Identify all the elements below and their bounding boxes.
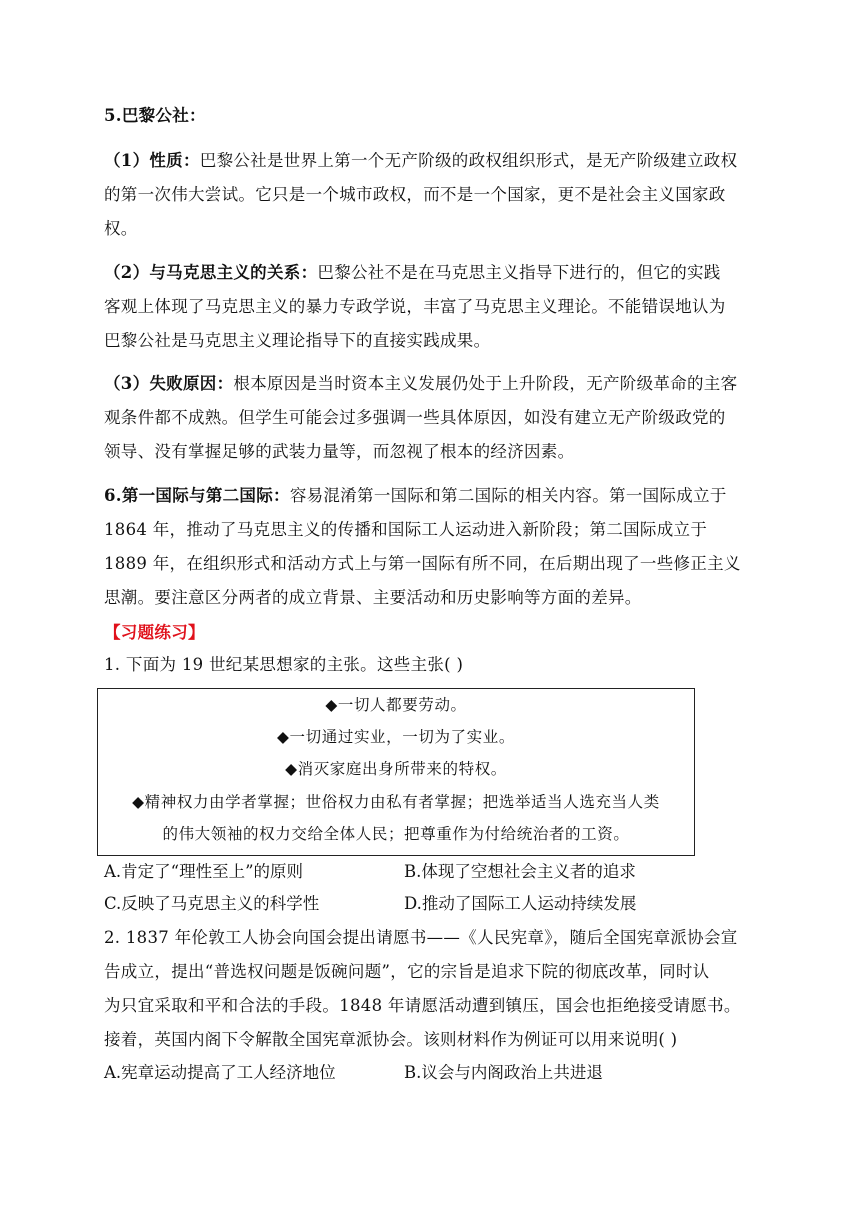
q2-line4: 接着，英国内阁下令解散全国宪章派协会。该则材料作为例证可以用来说明( ) (104, 1030, 678, 1049)
item2-label: （2）与马克思主义的关系： (104, 263, 318, 282)
section6-line3: 1889 年，在组织形式和活动方式上与第一国际有所不同，在后期出现了一些修正主义 (104, 554, 741, 573)
section5-heading: 5.巴黎公社： (104, 106, 206, 125)
item3-label: （3）失败原因： (104, 374, 234, 393)
quote-line-5: 的伟大领袖的权力交给全体人民；把尊重作为付给统治者的工资。 (162, 825, 630, 843)
item2-line1: 巴黎公社不是在马克思主义指导下进行的，但它的实践 (317, 263, 721, 282)
section6-line1: 容易混淆第一国际和第二国际的相关内容。第一国际成立于 (289, 486, 727, 505)
quote-line-3: ◆消灭家庭出身所带来的特权。 (285, 760, 507, 778)
section6-line2: 1864 年，推动了马克思主义的传播和国际工人运动进入新阶段；第二国际成立于 (104, 520, 708, 539)
item3-line1: 根本原因是当时资本主义发展仍处于上升阶段，无产阶级革命的主客 (233, 374, 738, 393)
q1-option-d: D.推动了国际工人运动持续发展 (404, 894, 637, 913)
quote-line-2: ◆一切通过实业，一切为了实业。 (277, 728, 515, 746)
q1-stem: 1. 下面为 19 世纪某思想家的主张。这些主张( ) (104, 655, 464, 674)
q2-line2: 告成立，提出“普选权问题是饭碗问题”，它的宗旨是追求下院的彻底改革，同时认 (104, 962, 710, 981)
quote-line-1: ◆一切人都要劳动。 (325, 696, 467, 714)
q2-line3: 为只宜采取和平和合法的手段。1848 年请愿活动遭到镇压，国会也拒绝接受请愿书。 (104, 996, 741, 1015)
quote-line-4: ◆精神权力由学者掌握；世俗权力由私有者掌握；把选举适当人选充当人类 (132, 793, 660, 811)
item1-label: （1）性质： (104, 151, 200, 170)
q2-option-b: B.议会与内阁政治上共进退 (404, 1063, 603, 1082)
q1-option-b: B.体现了空想社会主义者的追求 (404, 862, 636, 881)
item1-line2: 的第一次伟大尝试。它只是一个城市政权，而不是一个国家，更不是社会主义国家政 (104, 185, 726, 204)
item1-line1: 巴黎公社是世界上第一个无产阶级的政权组织形式，是无产阶级建立政权 (199, 151, 738, 170)
item2-line2: 客观上体现了马克思主义的暴力专政学说，丰富了马克思主义理论。不能错误地认为 (104, 297, 726, 316)
q1-option-c: C.反映了马克思主义的科学性 (104, 894, 320, 913)
section5-item1 (104, 144, 754, 246)
item3-line3: 领导、没有掌握足够的武装力量等，而忽视了根本的经济因素。 (104, 442, 575, 461)
exercise-heading: 【习题练习】 (104, 623, 205, 642)
item1-line3: 权。 (104, 219, 138, 238)
item3-line2: 观条件都不成熟。但学生可能会过多强调一些具体原因，如没有建立无产阶级政党的 (104, 408, 726, 427)
item2-line3: 巴黎公社是马克思主义理论指导下的直接实践成果。 (104, 331, 491, 350)
q2-stem (104, 921, 754, 1057)
section6-label: 6.第一国际与第二国际： (104, 486, 290, 505)
section5-item2 (104, 256, 754, 358)
q2-line1: 2. 1837 年伦敦工人协会向国会提出请愿书——《人民宪章》，随后全国宪章派协会宣 (104, 928, 738, 947)
section6 (104, 479, 754, 615)
section5-item3 (104, 367, 754, 469)
section6-line4: 思潮。要注意区分两者的成立背景、主要活动和历史影响等方面的差异。 (104, 588, 642, 607)
q1-option-a: A.肯定了“理性至上”的原则 (104, 862, 304, 881)
q1-quote-box (97, 688, 695, 856)
q2-option-a: A.宪章运动提高了工人经济地位 (104, 1063, 336, 1082)
